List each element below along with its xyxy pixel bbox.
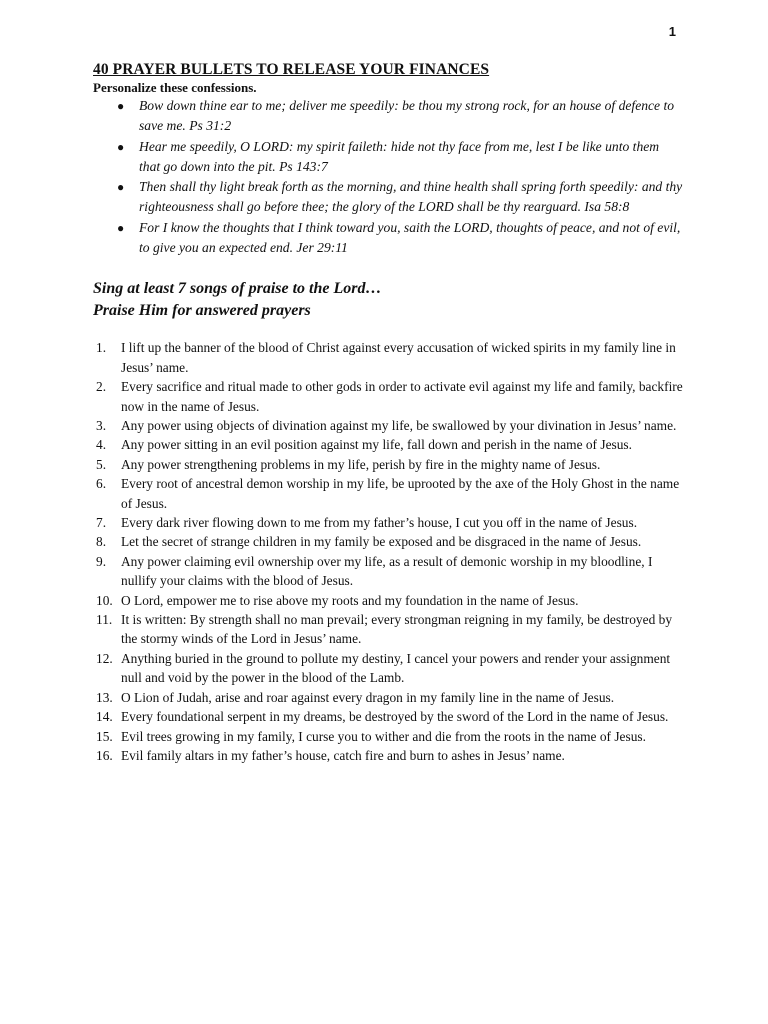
prayer-number: 8. <box>96 534 107 550</box>
prayer-list <box>93 338 683 765</box>
prayer-item <box>93 746 683 765</box>
bullet-icon: ● <box>117 180 125 195</box>
prayer-text: It is written: By strength shall no man prevail; every strongman reigning in my family, be destroyed by the stormy winds of the Lord in Jesus’ name. <box>121 612 673 647</box>
bullet-icon: ● <box>117 139 125 154</box>
prayer-text: Anything buried in the ground to pollute my destiny, I cancel your powers and render your assignment null and void by the power in the blood of the Lamb. <box>121 650 671 686</box>
prayer-number: 3. <box>96 418 107 433</box>
prayer-item <box>93 435 683 454</box>
prayer-item <box>93 727 683 746</box>
scripture-text: Hear me speedily, O LORD: my spirit faileth: hide not thy face from me, lest I be like unto them that go down into the pit. Ps 143:7 <box>139 138 660 174</box>
prayer-item <box>93 455 683 474</box>
prayer-number: 6. <box>96 476 107 492</box>
prayer-text: Any power sitting in an evil position against my life, fall down and perish in the name of Jesus. <box>121 437 632 453</box>
prayer-text: Evil trees growing in my family, I curse you to wither and die from the roots in the name of Jesus. <box>121 728 646 744</box>
prayer-text: Any power strengthening problems in my life, perish by fire in the mighty name of Jesus. <box>121 456 601 472</box>
prayer-item <box>93 591 683 610</box>
prayer-number: 5. <box>96 456 107 472</box>
scripture-item <box>117 96 683 137</box>
prayer-text: O Lion of Judah, arise and roar against every dragon in my family line in the name of Jesus. <box>121 689 615 705</box>
scripture-text: For I know the thoughts that I think toward you, saith the LORD, thoughts of peace, and not of evil, to give you an expected end. Jer 29:11 <box>139 219 681 256</box>
prayer-number: 10. <box>96 592 113 608</box>
prayer-number: 16. <box>96 747 113 763</box>
prayer-item <box>93 377 683 416</box>
prayer-text: Every sacrifice and ritual made to other gods in order to activate evil against my life and family, backfire now in the name of Jesus. <box>121 379 683 414</box>
prayer-number: 2. <box>96 379 107 395</box>
page-number: 1 <box>668 24 676 39</box>
prayer-number: 7. <box>96 515 107 531</box>
document-title: 40 PRAYER BULLETS TO RELEASE YOUR FINANCES <box>93 61 490 78</box>
prayer-text: I lift up the banner of the blood of Christ against every accusation of wicked spirits in my family line in Jesus’ name. <box>121 340 676 375</box>
prayer-number: 1. <box>96 340 107 356</box>
document-subtitle: Personalize these confessions. <box>93 80 257 95</box>
scripture-text: Bow down thine ear to me; deliver me speedily: be thou my strong rock, for an house of defence to save me. Ps 31:2 <box>139 98 675 134</box>
prayer-item <box>93 474 683 513</box>
prayer-text: Evil family altars in my father’s house, catch fire and burn to ashes in Jesus’ name. <box>121 747 565 763</box>
section-heading: Sing at least 7 songs of praise to the Lord… <box>93 280 382 298</box>
prayer-item <box>93 688 683 707</box>
prayer-text: O Lord, empower me to rise above my roots and my foundation in the name of Jesus. <box>121 592 579 608</box>
prayer-number: 11. <box>96 612 113 628</box>
prayer-item <box>93 552 683 591</box>
prayer-item <box>93 416 683 435</box>
prayer-number: 15. <box>96 728 113 744</box>
prayer-number: 14. <box>96 709 113 725</box>
prayer-number: 9. <box>96 553 107 569</box>
prayer-number: 12. <box>96 650 113 666</box>
prayer-text: Any power using objects of divination against my life, be swallowed by your divination in Jesus’ name. <box>121 418 677 433</box>
prayer-text: Every dark river flowing down to me from my father’s house, I cut you off in the name of Jesus. <box>121 515 638 531</box>
scripture-text: Then shall thy light break forth as the morning, and thine health shall spring forth speedily: and thy righteousness shall go before thee; the glory of the LORD shall be thy rearguard. Isa 58:8 <box>139 179 683 215</box>
scripture-item <box>117 218 683 259</box>
prayer-item <box>93 610 683 649</box>
document-body <box>93 56 683 765</box>
prayer-item <box>93 338 683 377</box>
prayer-text: Every root of ancestral demon worship in my life, be uprooted by the axe of the Holy Ghost in the name of Jesus. <box>121 476 680 511</box>
scripture-item <box>117 137 683 178</box>
prayer-number: 13. <box>96 689 113 705</box>
scripture-item <box>117 177 683 218</box>
prayer-text: Let the secret of strange children in my family be exposed and be disgraced in the name of Jesus. <box>121 534 642 550</box>
prayer-text: Every foundational serpent in my dreams, be destroyed by the sword of the Lord in the name of Jesus. <box>121 709 669 725</box>
prayer-text: Any power claiming evil ownership over my life, as a result of demonic worship in my bloodline, I nullify your claims with the blood of Jesus. <box>121 553 653 589</box>
prayer-item <box>93 532 683 551</box>
bullet-icon: ● <box>117 220 125 235</box>
bullet-icon: ● <box>117 99 125 113</box>
prayer-item <box>93 707 683 726</box>
prayer-item <box>93 513 683 532</box>
prayer-item <box>93 649 683 688</box>
scripture-list <box>93 96 683 258</box>
prayer-number: 4. <box>96 437 107 453</box>
praise-section <box>93 278 683 322</box>
section-heading: Praise Him for answered prayers <box>93 302 311 320</box>
